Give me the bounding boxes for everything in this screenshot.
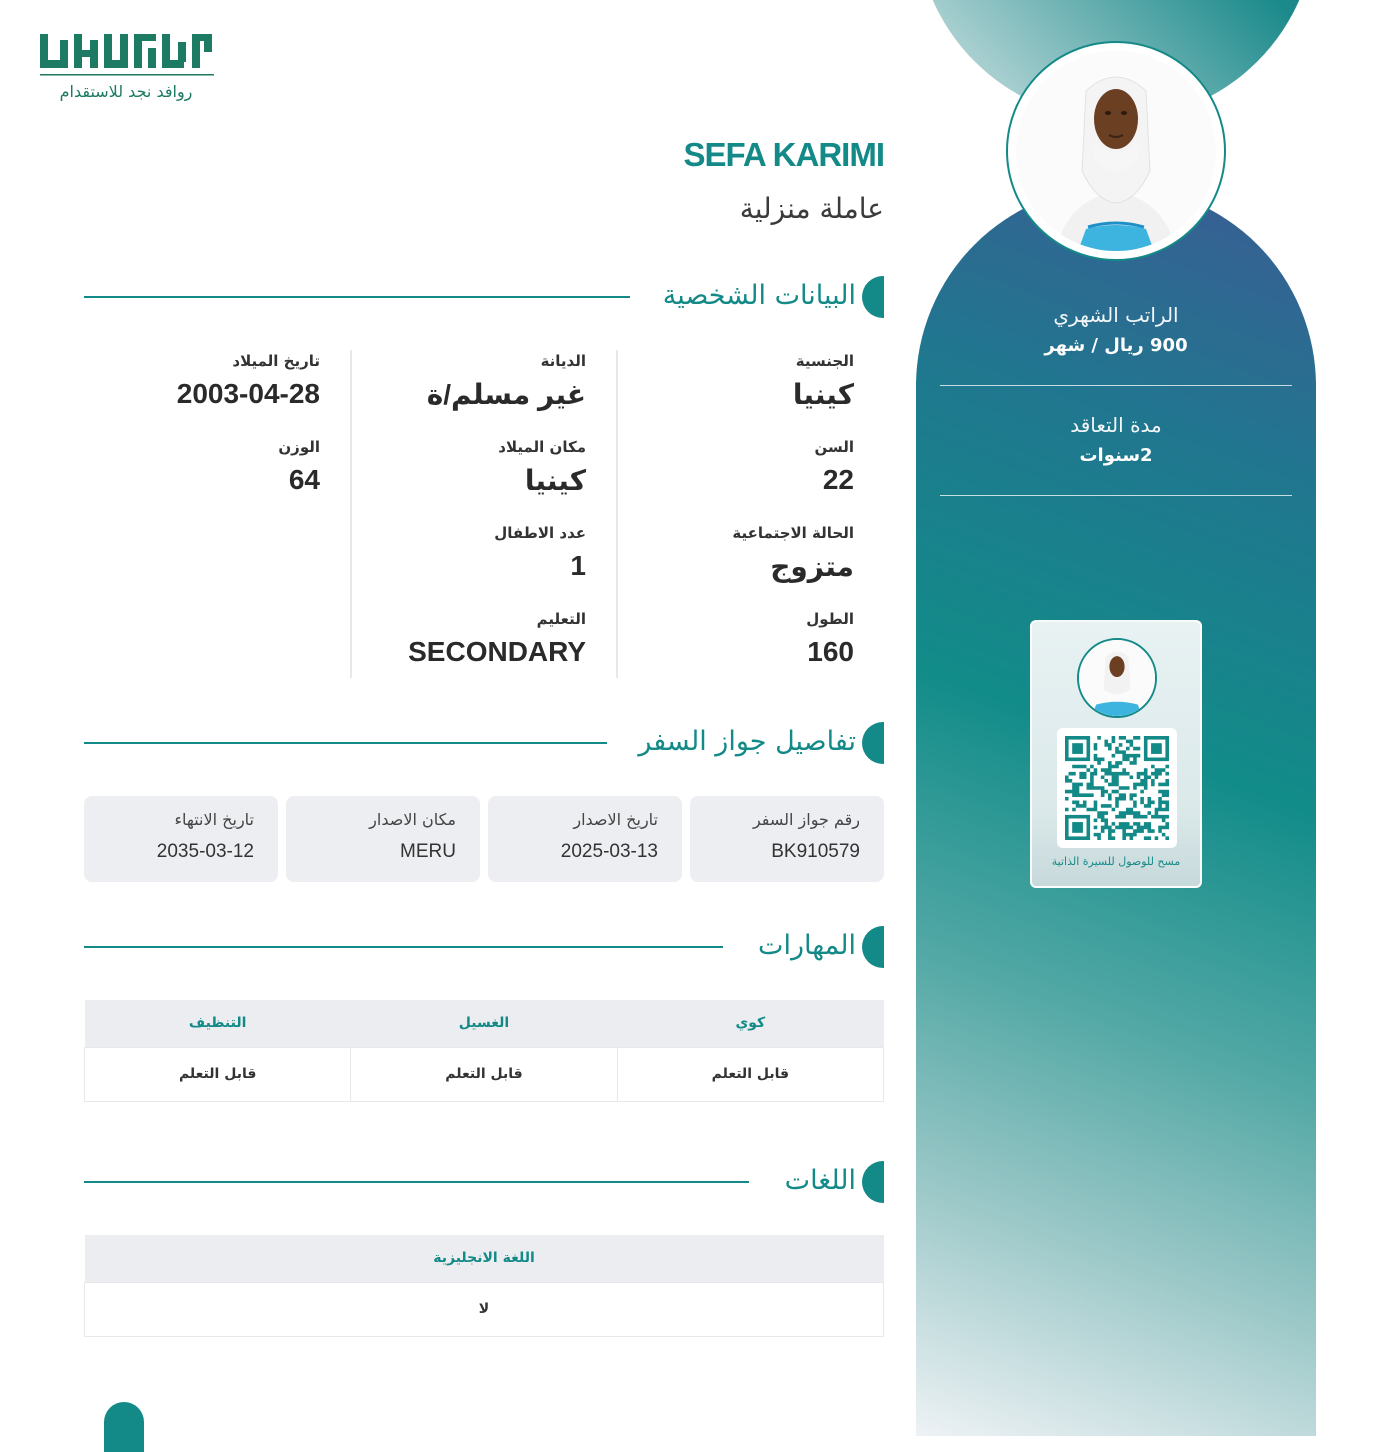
skill-value: قابل التعلم xyxy=(85,1047,351,1101)
section-title: البيانات الشخصية xyxy=(662,280,856,311)
section-cap xyxy=(862,276,884,318)
dob-label: تاريخ الميلاد xyxy=(232,352,320,370)
qr-card xyxy=(1030,620,1202,888)
section-header-languages xyxy=(84,1161,884,1203)
section-title: المهارات xyxy=(758,930,856,961)
profile-photo xyxy=(1016,51,1216,251)
passport-issue-place-card xyxy=(286,796,480,882)
education-label: التعليم xyxy=(536,610,586,628)
section-cap xyxy=(862,926,884,968)
salary-label: الراتب الشهري xyxy=(1053,303,1179,327)
nationality-value: كينيا xyxy=(792,379,854,410)
section-cap xyxy=(862,1161,884,1203)
personal-info-grid xyxy=(84,350,884,678)
marital-label: الحالة الاجتماعية xyxy=(732,524,854,542)
weight-label: الوزن xyxy=(278,438,320,456)
salary-value: 900 ريال / شهر xyxy=(1044,335,1188,356)
age-value: 22 xyxy=(822,464,854,495)
contract-block xyxy=(940,413,1292,466)
section-title: اللغات xyxy=(784,1165,856,1196)
languages-table xyxy=(84,1235,884,1337)
page-footer-tab xyxy=(104,1402,144,1452)
language-value: لا xyxy=(85,1282,884,1336)
job-title: عاملة منزلية xyxy=(739,192,884,225)
marital-value: متزوج xyxy=(770,551,854,582)
table-header-row xyxy=(85,1000,884,1047)
passport-issue-date-value: 2025-03-13 xyxy=(560,841,658,862)
dob-value: 2003-04-28 xyxy=(176,378,320,409)
person-photo-icon xyxy=(1016,51,1216,251)
passport-issue-date-card xyxy=(488,796,682,882)
contract-value: 2سنوات xyxy=(1079,445,1153,466)
passport-number-value: BK910579 xyxy=(771,841,860,862)
religion-value: غير مسلم/ة xyxy=(426,379,586,410)
section-line xyxy=(84,296,630,298)
education-item xyxy=(350,610,586,668)
qr-code[interactable] xyxy=(1057,728,1177,848)
age-label: السن xyxy=(814,438,854,456)
passport-expiry-value: 2035-03-12 xyxy=(156,841,254,862)
table-row xyxy=(85,1047,884,1101)
section-header-skills xyxy=(84,926,884,968)
weight-value: 64 xyxy=(288,464,320,495)
height-item xyxy=(618,610,854,668)
section-title: تفاصيل جواز السفر xyxy=(638,726,856,757)
nationality-label: الجنسية xyxy=(795,352,854,370)
contract-label: مدة التعاقد xyxy=(1070,413,1162,437)
qr-code-icon xyxy=(1065,736,1169,840)
birthplace-label: مكان الميلاد xyxy=(498,438,586,456)
section-header-personal xyxy=(84,276,884,318)
passport-expiry-card xyxy=(84,796,278,882)
dob-item xyxy=(84,352,320,410)
personal-column xyxy=(352,350,618,678)
personal-column xyxy=(618,350,884,678)
weight-item xyxy=(84,438,320,496)
language-header: اللغة الانجليزية xyxy=(85,1235,884,1282)
section-line xyxy=(84,946,723,948)
passport-expiry-label: تاريخ الانتهاء xyxy=(174,810,254,829)
passport-number-card xyxy=(690,796,884,882)
religion-item xyxy=(350,352,586,411)
skill-header: الغسيل xyxy=(351,1000,617,1047)
section-line xyxy=(84,742,607,744)
birthplace-item xyxy=(350,438,586,497)
passport-issue-place-label: مكان الاصدار xyxy=(369,810,456,829)
birthplace-value: كينيا xyxy=(524,465,586,496)
marital-item xyxy=(618,524,854,583)
qr-card-photo xyxy=(1077,638,1157,718)
skills-table xyxy=(84,1000,884,1102)
candidate-name: SEFA KARIMI xyxy=(683,136,884,173)
age-item xyxy=(618,438,854,496)
skill-header: كوي xyxy=(617,1000,883,1047)
personal-column xyxy=(86,350,352,678)
height-label: الطول xyxy=(806,610,854,628)
passport-issue-date-label: تاريخ الاصدار xyxy=(573,810,658,829)
children-value: 1 xyxy=(570,550,586,581)
religion-label: الديانة xyxy=(540,352,586,370)
nationality-item xyxy=(618,352,854,411)
qr-caption: مسح للوصول للسيرة الذاتية xyxy=(1051,855,1181,868)
table-row xyxy=(85,1282,884,1336)
salary-block xyxy=(940,303,1292,356)
section-header-passport xyxy=(84,722,884,764)
education-value: SECONDARY xyxy=(408,636,586,667)
person-photo-icon xyxy=(1079,640,1155,716)
profile-photo-frame xyxy=(1006,41,1226,261)
logo-caption: روافد نجد للاستقدام xyxy=(59,82,193,101)
skill-header: التنظيف xyxy=(85,1000,351,1047)
sidebar-divider xyxy=(940,385,1292,386)
section-cap xyxy=(862,722,884,764)
passport-number-label: رقم جواز السفر xyxy=(752,810,860,829)
sidebar-divider xyxy=(940,495,1292,496)
children-item xyxy=(350,524,586,582)
skill-value: قابل التعلم xyxy=(617,1047,883,1101)
skill-value: قابل التعلم xyxy=(351,1047,617,1101)
children-label: عدد الاطفال xyxy=(494,524,586,542)
section-line xyxy=(84,1181,749,1183)
height-value: 160 xyxy=(807,636,854,667)
passport-issue-place-value: MERU xyxy=(400,841,456,862)
table-header-row xyxy=(85,1235,884,1282)
